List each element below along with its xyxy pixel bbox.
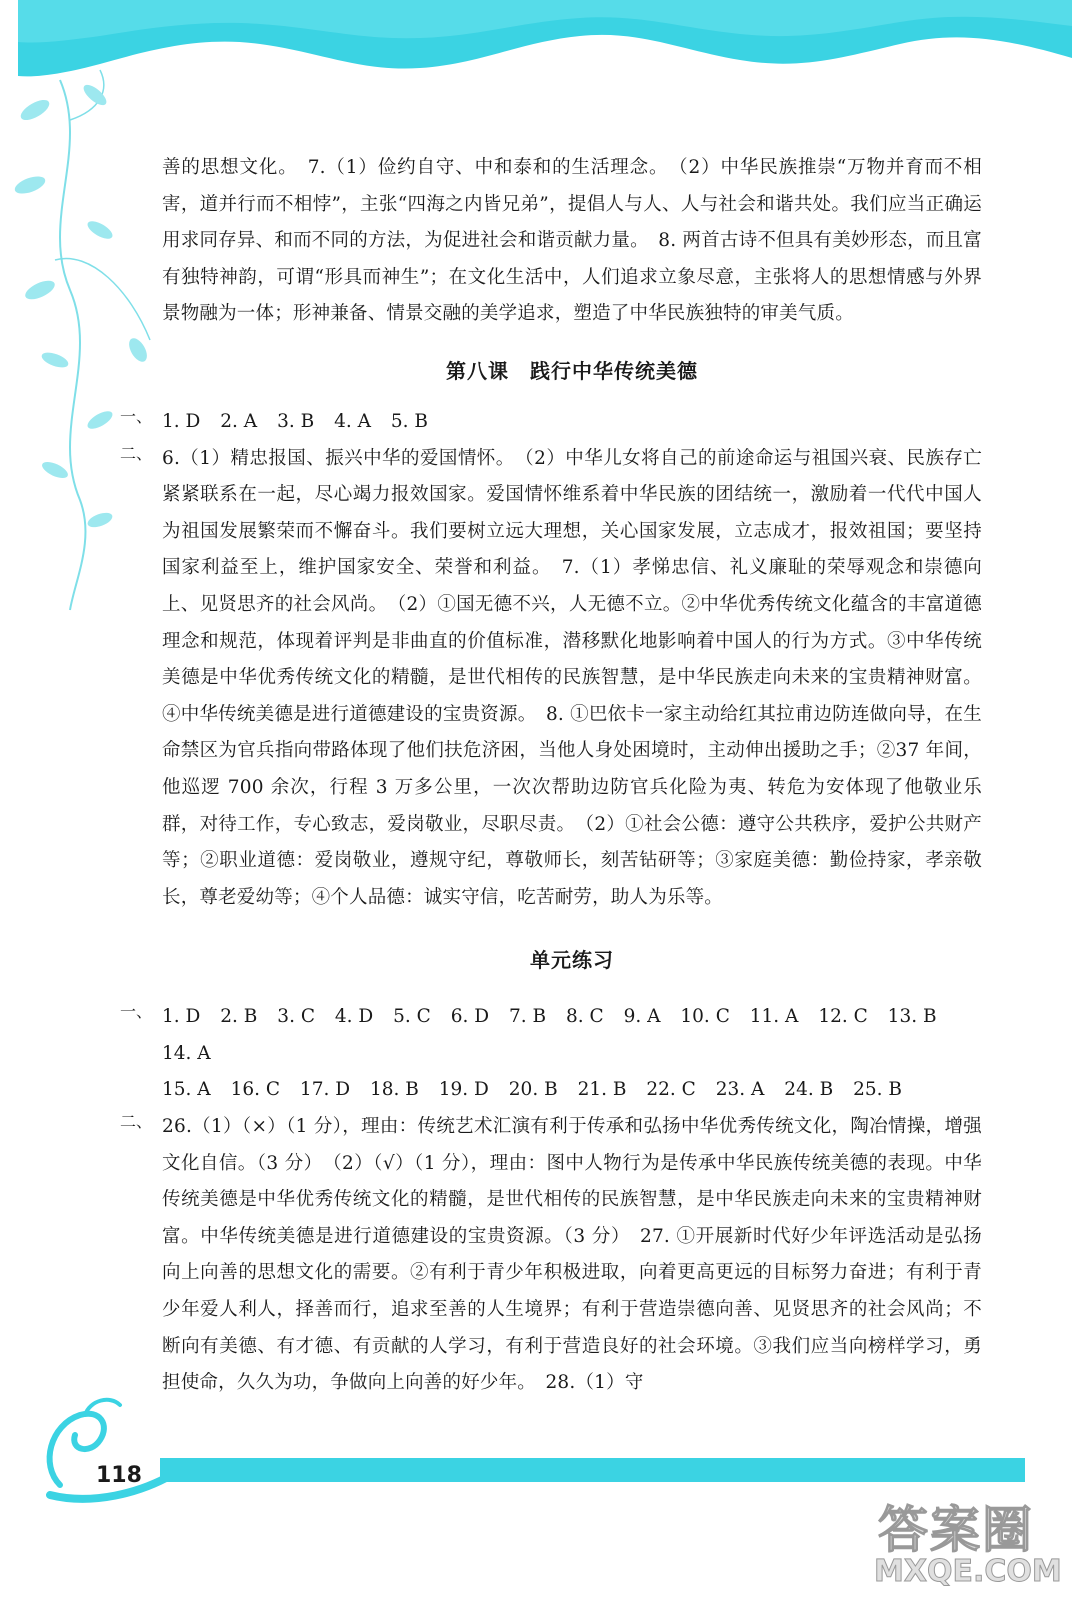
mcq-answer: 14. A [162,1042,211,1064]
mcq-answer: 1. D [162,410,201,432]
answer-paragraph: 善的思想文化。 7.（1）俭约自守、中和泰和的生活理念。 （2）中华民族推崇“万物并育而不相害，道并行而不相悖”，主张“四海之内皆兄弟”，提倡人与人、人与社会和谐共处。我们应当正确运用求同存异、和而不同的方法，为促进社会和谐贡献力量。 8. 两首古诗不但具有美妙形态，而且富有独特神韵，可谓“形具而神生”；在文化生活中，人们追求立象尽意，主张将人的思想情感与外界景物融为一体；形神兼备、情景交融的美学追求，塑造了中华民族独特的审美气质。 [162,157,982,325]
mcq-answer: 7. B [508,1006,547,1028]
footer-bar [160,1458,1025,1482]
mcq-answer: 13. B [887,1006,937,1028]
swirl-decoration-icon [30,1395,190,1505]
mcq-answer: 15. A [162,1079,211,1101]
mcq-answer: 6. D [450,1006,490,1028]
part-marker: 二、 [120,1112,153,1132]
answer-paragraph: 6.（1）精忠报国、振兴中华的爱国情怀。 （2）中华儿女将自己的前途命运与祖国兴衰、民族存亡紧紧联系在一起，尽心竭力报效国家。爱国情怀维系着中华民族的团结统一，激励着一代代中国人为祖国发展繁荣而不懈奋斗。我们要树立远大理想，关心国家发展，立志成才，报效祖国；要坚持国家利益至上，维护国家安全、荣誉和利益。 7.（1）孝悌忠信、礼义廉耻的荣辱观念和崇德向上、见贤思齐的社会风尚。 （2）①国无德不兴，人无德不立。②中华优秀传统文化蕴含的丰富道德理念和规范，体现着评判是非曲直的价值标准，潜移默化地影响着中国人的行为方式。③中华传统美德是中华优秀传统文化的精髓，是世代相传的民族智慧，是中华民族走向未来的宝贵精神财富。④中华传统美德是进行道德建设的宝贵资源。 8. ①巴依卡一家主动给红其拉甫边防连做向导，在生命禁区为官兵指向带路体现了他们扶危济困，当他人身处困境时，主动伸出援助之手；②37 年间，他巡逻 700 余次，行程 3 万多公里，一次次帮助边防官兵化险为夷、转危为安体现了他敬业乐群，对待工作，专心致志，爱岗敬业，尽职尽责。 （2）①社会公德：遵守公共秩序，爱护公共财产等；②职业道德：爱岗敬业，遵规守纪，尊敬师长，刻苦钻研等；③家庭美德：勤俭持家，孝亲敬长，尊老爱幼等；④个人品德：诚实守信，吃苦耐劳，助人为乐等。 [162,447,982,908]
part-marker: 一、 [120,406,153,426]
mcq-answer: 19. D [438,1079,489,1101]
unit-part1 [120,999,982,1109]
answer-paragraph: 26.（1）（×）（1 分），理由：传统艺术汇演有利于传承和弘扬中华优秀传统文化，陶冶情操，增强文化自信。（3 分） （2）（√）（1 分），理由：图中人物行为是传承中华民族传统美德的表现。中华传统美德是中华优秀传统文化的精髓，是世代相传的民族智慧，是中华民族走向未来的宝贵精神财富。中华传统美德是进行道德建设的宝贵资源。（3 分） 27. ①开展新时代好少年评选活动是弘扬向上向善的思想文化的需要。②有利于青少年积极进取，向着更高更远的目标努力奋进；有利于青少年爱人利人，择善而行，追求至善的人生境界；有利于营造崇德向善、见贤思齐的社会风尚；不断向有美德、有才德、有贡献的人学习，有利于营造良好的社会环境。③我们应当向榜样学习，勇担使命，久久为功，争做向上向善的好少年。 28.（1）守 [162,1116,982,1394]
part-marker: 一、 [120,1002,153,1022]
mcq-answer: 20. B [508,1079,558,1101]
mcq-answers [162,404,982,441]
mcq-answer: 17. D [299,1079,351,1101]
mcq-answers-row2 [162,1072,982,1109]
unit-exercise-title: 单元练习 [530,948,614,973]
mcq-answer: 3. B [277,410,315,432]
mcq-answer: 11. A [749,1006,799,1028]
mcq-answer: 5. B [390,410,429,432]
lesson8-part1 [120,404,982,441]
unit-part2 [120,1109,982,1402]
mcq-answer: 4. D [334,1006,374,1028]
vine-decoration-icon [0,0,160,620]
mcq-answer: 8. C [566,1006,604,1028]
mcq-answer: 18. B [369,1079,419,1101]
mcq-answer: 22. C [646,1079,696,1101]
mcq-answer: 5. C [393,1006,431,1028]
mcq-answer: 2. A [220,410,258,432]
mcq-answer: 24. B [784,1079,834,1101]
mcq-answer: 21. B [577,1079,627,1101]
watermark-text-top: 答案圈 [878,1501,1034,1559]
lesson8-title: 第八课 践行中华传统美德 [446,358,698,383]
header-wave-band [0,0,1072,120]
watermark-logo [870,1490,1060,1595]
mcq-answers-row1 [162,999,982,1072]
mcq-answer: 1. D [162,1006,201,1028]
page-number: 118 [96,1463,142,1488]
mcq-answer: 25. B [853,1079,902,1101]
mcq-answer: 3. C [277,1006,315,1028]
mcq-answer: 10. C [680,1006,730,1028]
mcq-answer: 12. C [818,1006,868,1028]
mcq-answer: 4. A [334,410,371,432]
lesson8-part2 [120,441,982,917]
part-marker: 二、 [120,443,153,463]
mcq-answer: 23. A [715,1079,765,1101]
watermark-text-bottom: MXQE.COM [874,1554,1062,1589]
mcq-answer: 16. C [230,1079,281,1101]
answer-content [120,150,982,1402]
mcq-answer: 2. B [220,1006,258,1028]
mcq-answer: 9. A [623,1006,661,1028]
